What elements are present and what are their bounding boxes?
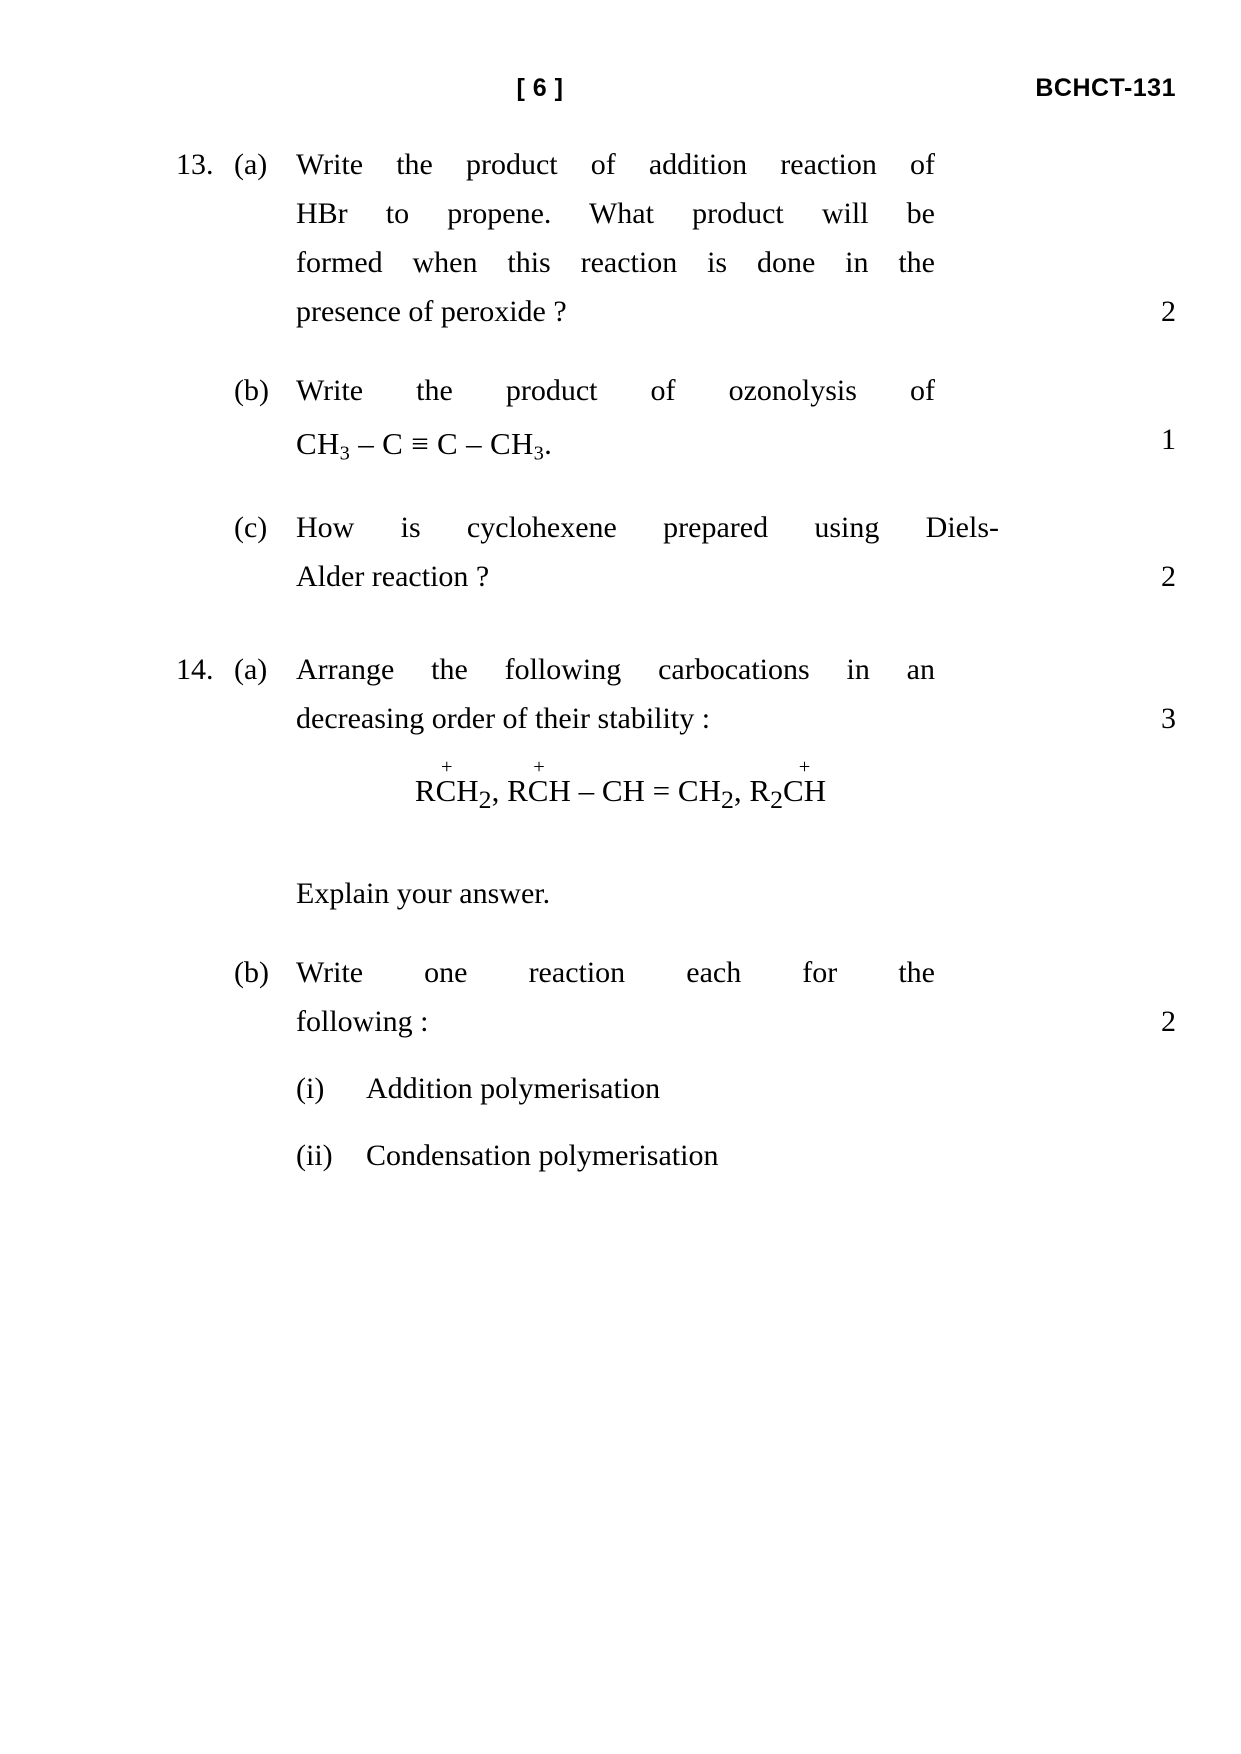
part-body <box>296 645 935 743</box>
question-number: 13. <box>176 148 214 181</box>
formula-ch3-left: $CH_3$ <box>296 426 351 465</box>
chemical-formula-alkyne <box>296 415 935 473</box>
question-line: Alder reaction ? <box>296 560 490 593</box>
carbocation-secondary: + CH <box>783 756 827 808</box>
question-line: presence of peroxide ? <box>296 295 567 328</box>
part-label: (b) <box>234 956 269 990</box>
formula-period: . <box>544 426 553 461</box>
part-body <box>296 366 935 473</box>
formula-ch-group: CH <box>601 773 645 808</box>
marks-value: 1 <box>1161 423 1176 456</box>
part-body <box>296 948 935 1046</box>
question-number: 14. <box>176 653 214 686</box>
question-content <box>0 140 1241 1180</box>
formula-subscript-2: 2 <box>478 785 492 815</box>
sub-item-i <box>0 1064 1241 1113</box>
carbocation-primary: + RCH <box>414 756 479 808</box>
plus-charge-icon: + <box>441 756 453 779</box>
page-header <box>0 74 1241 114</box>
sub-item-label: (ii) <box>296 1139 333 1173</box>
part-label: (a) <box>234 653 268 686</box>
page-number: [ 6 ] <box>516 74 564 102</box>
marks-value: 3 <box>1161 702 1176 735</box>
question-13-part-b <box>0 366 1241 473</box>
formula-comma-1: , <box>491 773 500 808</box>
question-14-part-b <box>0 948 1241 1046</box>
explain-answer-text: Explain your answer. <box>296 877 551 911</box>
plus-charge-icon: + <box>533 756 545 779</box>
part-body <box>296 140 935 336</box>
question-line: Arrange the following carbocations in an <box>296 653 935 686</box>
carbocation-formula <box>0 756 1241 815</box>
formula-carbon-1: C <box>382 426 404 461</box>
part-body <box>296 503 999 601</box>
formula-double-bond: = <box>652 773 671 808</box>
formula-ch3-right: $CH_3$ <box>489 426 545 465</box>
formula-r2: $R_2$ <box>749 773 784 815</box>
marks-value: 2 <box>1161 1005 1176 1039</box>
formula-bond-dash-1: – <box>358 426 375 461</box>
marks-value: 2 <box>1161 560 1176 593</box>
plus-charge-icon: + <box>798 756 811 779</box>
part-label: (c) <box>234 511 268 544</box>
marks-value: 2 <box>1161 295 1176 328</box>
sub-item-ii <box>0 1131 1241 1180</box>
question-13-part-a <box>0 140 1241 336</box>
question-line: Write one reaction each for the <box>296 956 935 990</box>
formula-bond-dash-3: – <box>578 773 595 808</box>
question-line: Write the product of addition reaction of <box>296 148 935 181</box>
question-line: decreasing order of their stability : <box>296 702 711 735</box>
question-line: How is cyclohexene prepared using Diels- <box>296 511 999 544</box>
carbocation-allylic: + RCH <box>507 756 571 808</box>
formula-bond-dash-2: – <box>466 426 482 461</box>
formula-comma-2: , <box>733 773 742 808</box>
explain-answer-row <box>0 869 1241 918</box>
question-13-part-c <box>0 503 1241 601</box>
part-body <box>296 869 935 918</box>
question-line: HBr to propene. What product will be <box>296 197 935 230</box>
sub-item-text: Addition polymerisation <box>366 1072 661 1106</box>
part-label: (a) <box>234 148 268 181</box>
question-line: Write the product of ozonolysis of <box>296 374 935 407</box>
part-label: (b) <box>234 374 269 407</box>
sub-item-label: (i) <box>296 1072 325 1106</box>
formula-carbon-2: C <box>437 426 459 461</box>
formula-ch2-group: $CH_2$ <box>677 773 734 815</box>
formula-triple-bond: ≡ <box>411 426 429 461</box>
question-14-part-a <box>0 645 1241 743</box>
sub-item-text: Condensation polymerisation <box>366 1139 719 1173</box>
question-line: following : <box>296 1005 429 1039</box>
question-line: formed when this reaction is done in the <box>296 246 935 279</box>
paper-code: BCHCT-131 <box>1035 74 1176 102</box>
